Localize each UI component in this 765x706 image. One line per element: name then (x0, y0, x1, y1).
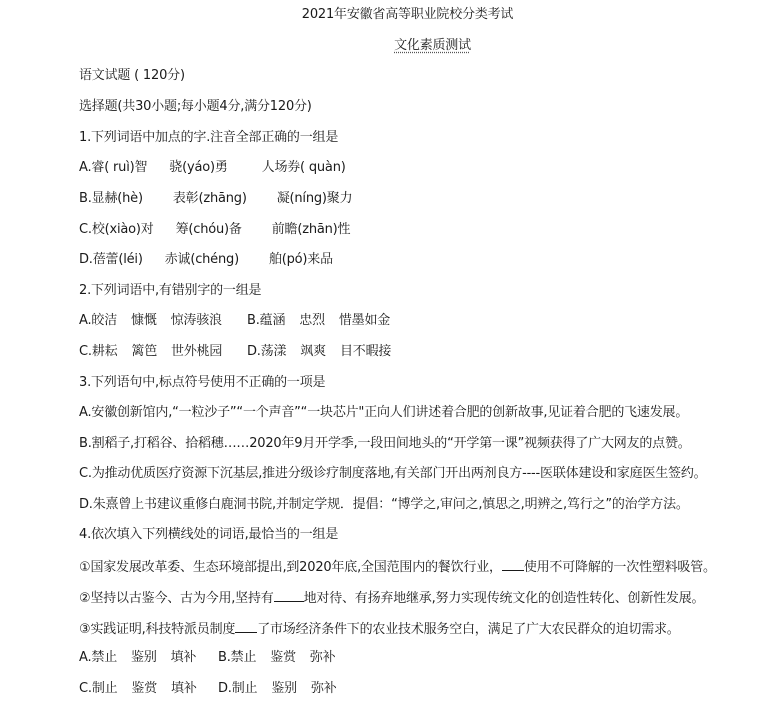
q4-option-c (79, 680, 197, 698)
option-label: A. (79, 313, 92, 328)
option-item: 禁止 (91, 650, 118, 665)
option-label: C. (79, 344, 92, 359)
option-item: 校(xiào)对 (91, 222, 154, 237)
sentence-text: ①国家发展改革委、生态环境部提出,到2020年底,全国范围内的餐饮行业， (79, 560, 502, 575)
option-item: 世外桃园 (171, 344, 223, 359)
option-label: D. (79, 252, 93, 267)
fill-blank (274, 588, 304, 602)
option-label: C. (79, 222, 92, 237)
sentence-text: 地对待、有扬弃地继承,努力实现传统文化的创造性转化、创新性发展。 (303, 591, 705, 606)
option-label: B. (79, 191, 92, 206)
q1-option-a (79, 159, 346, 177)
q4-option-d (218, 680, 337, 698)
question-4-stem: 4.依次填入下列横线处的词语,最恰当的一组是 (79, 527, 339, 542)
option-item: 弥补 (309, 650, 336, 665)
option-item: 凝(níng)聚力 (276, 191, 353, 206)
option-label: D. (218, 681, 232, 696)
option-item: 蕴涵 (259, 313, 286, 328)
q3-option-c (79, 465, 706, 483)
option-label: C. (79, 466, 92, 481)
q2-option-d (247, 343, 391, 361)
option-label: B. (247, 313, 260, 328)
sentence-text: ②坚持以古鉴今、古为今用,坚持有 (79, 591, 274, 606)
option-item: 筹(chóu)备 (175, 222, 242, 237)
sentence-text: 了市场经济条件下的农业技术服务空白，满足了广大农民群众的迫切需求。 (257, 622, 680, 637)
sentence-text: ③实践证明,科技特派员制度 (79, 622, 236, 637)
sentence-text: 使用不可降解的一次性塑料吸管。 (523, 560, 716, 575)
option-text: 割稻子,打稻谷、拾稻穗……2020年9月开学季,一段田间地头的“开学第一课”视频获得了广大网友的点赞。 (91, 436, 691, 451)
option-text: 为推动优质医疗资源下沉基层,推进分级诊疗制度落地,有关部门开出两剂良方----医联体建设和家庭医生签约。 (91, 466, 707, 481)
option-item: 耕耘 (91, 344, 118, 359)
option-item: 惊涛骇浪 (170, 313, 222, 328)
option-item: 蓓蕾(léi) (92, 252, 143, 267)
option-item: 赤诚(chéng) (164, 252, 239, 267)
q4-option-b (218, 649, 335, 667)
option-text: 安徽创新馆内,“一粒沙子”“一个声音”“一块芯片"正向人们讲述着合肥的创新故事,见证着合肥的飞速发展。 (91, 405, 689, 420)
option-item: 惜墨如金 (338, 313, 391, 328)
fill-blank (235, 619, 257, 633)
option-item: 篱笆 (131, 344, 158, 359)
q2-options-ab (79, 312, 222, 330)
option-item: 人场券( quàn) (261, 160, 346, 175)
option-item: 制止 (231, 681, 258, 696)
option-label: A. (79, 405, 92, 420)
document-title: 2021年安徽省高等职业院校分类考试 (301, 7, 514, 22)
option-label: D. (79, 497, 93, 512)
option-item: 前瞻(zhān)性 (271, 222, 351, 237)
option-item: 骁(yáo)勇 (169, 160, 228, 175)
option-label: D. (247, 344, 261, 359)
option-item: 鉴赏 (131, 681, 158, 696)
q1-option-c (79, 221, 350, 239)
option-label: A. (79, 160, 92, 175)
q3-option-b (79, 435, 691, 453)
option-item: 慷慨 (131, 313, 157, 328)
q3-option-a (79, 404, 688, 422)
q4-option-a (79, 649, 196, 667)
option-item: 忠烈 (299, 313, 325, 328)
option-item: 鉴赏 (270, 650, 296, 665)
q4-sentence-1 (79, 557, 716, 575)
option-item: 舶(pó)来品 (268, 252, 333, 267)
q4-sentence-3 (79, 619, 680, 637)
q2-option-b (247, 312, 390, 330)
instructions: 选择题(共30小题;每小题4分,满分120分) (79, 99, 312, 114)
option-item: 制止 (91, 681, 118, 696)
option-text: 朱熹曾上书建议重修白鹿洞书院,并制定学规．提倡：“博学之,审问之,慎思之,明辨之,笃行之”的治学方法。 (92, 497, 689, 512)
option-item: 睿( ruì)智 (91, 160, 148, 175)
document-subtitle (0, 37, 765, 55)
question-1-stem: 1.下列词语中加点的字.注音全部正确的一组是 (79, 130, 339, 145)
option-label: A. (79, 650, 92, 665)
question-3-stem: 3.下列语句中,标点符号使用不正确的一项是 (79, 375, 326, 390)
option-item: 皎洁 (91, 313, 118, 328)
section-heading: 语文试题 ( 120分) (79, 68, 185, 83)
option-item: 填补 (170, 650, 197, 665)
question-2-stem: 2.下列词语中,有错别字的一组是 (79, 283, 262, 298)
q2-option-c (79, 343, 222, 361)
option-label: B. (79, 436, 92, 451)
option-item: 目不暇接 (339, 344, 392, 359)
q3-option-d (79, 496, 689, 514)
q1-option-d (79, 251, 333, 269)
option-label: B. (218, 650, 231, 665)
option-item: 表彰(zhāng) (172, 191, 247, 206)
option-item: 填补 (171, 681, 197, 696)
option-item: 鉴别 (271, 681, 297, 696)
q1-option-b (79, 190, 352, 208)
q4-sentence-2 (79, 588, 704, 606)
option-label: C. (79, 681, 92, 696)
option-item: 鉴别 (131, 650, 157, 665)
option-item: 禁止 (230, 650, 257, 665)
subtitle-text: 文化素质测试 (394, 38, 471, 53)
option-item: 荡漾 (260, 344, 287, 359)
option-item: 飒爽 (300, 344, 326, 359)
option-item: 显赫(hè) (91, 191, 143, 206)
option-item: 弥补 (310, 681, 337, 696)
fill-blank (502, 557, 524, 571)
